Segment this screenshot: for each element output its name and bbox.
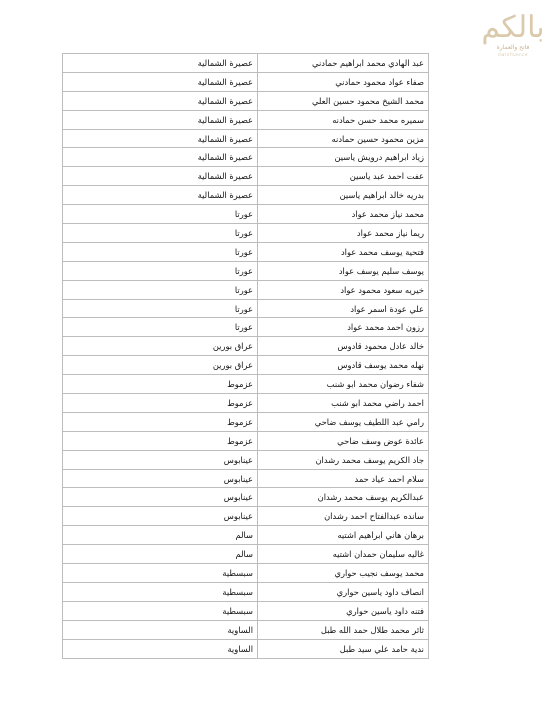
person-name-cell: ندية حامد علي سيد طبل [258,639,429,658]
person-name-cell: غاليه سليمان حمدان اشتيه [258,545,429,564]
person-name-cell: بدريه خالد ابراهيم ياسين [258,186,429,205]
table-row [63,375,429,394]
town-cell: عورتا [63,205,258,224]
table-row [63,564,429,583]
town-cell: عصيرة الشمالية [63,54,258,73]
table-row [63,639,429,658]
table-row [63,280,429,299]
names-table-body [63,54,429,659]
town-cell: عينابوس [63,450,258,469]
logo-mark: بالكم [481,10,545,45]
person-name-cell: صفاء عواد محمود حمادني [258,72,429,91]
table-row [63,91,429,110]
town-cell: سبسطية [63,601,258,620]
town-cell: عينابوس [63,469,258,488]
town-cell: سالم [63,526,258,545]
table-row [63,318,429,337]
person-name-cell: سلام احمد عياد حمد [258,469,429,488]
town-cell: عصيرة الشمالية [63,72,258,91]
logo-tagline: فاتح والعمارة [496,44,530,51]
table-row [63,526,429,545]
person-name-cell: رزون احمد محمد عواد [258,318,429,337]
town-cell: عزموط [63,431,258,450]
person-name-cell: محمد الشيخ محمود حسين العلي [258,91,429,110]
town-cell: عورتا [63,299,258,318]
person-name-cell: عبدالكريم يوسف محمد رشدان [258,488,429,507]
table-row [63,148,429,167]
town-cell: عورتا [63,224,258,243]
town-cell: عصيرة الشمالية [63,91,258,110]
person-name-cell: رامي عبد اللطيف يوسف ضاحي [258,412,429,431]
table-row [63,488,429,507]
person-name-cell: خالد عادل محمود قادوس [258,337,429,356]
table-row [63,601,429,620]
person-name-cell: ريما نياز محمد عواد [258,224,429,243]
table-row [63,337,429,356]
town-cell: عصيرة الشمالية [63,129,258,148]
table-row [63,299,429,318]
town-cell: عينابوس [63,488,258,507]
table-row [63,186,429,205]
person-name-cell: احمد راضي محمد ابو شنب [258,394,429,413]
town-cell: الساوية [63,639,258,658]
person-name-cell: نهله محمد يوسف قادوس [258,356,429,375]
table-row [63,582,429,601]
table-row [63,54,429,73]
town-cell: عصيرة الشمالية [63,148,258,167]
person-name-cell: مزين محمود حسين حمادنه [258,129,429,148]
person-name-cell: محمد يوسف نجيب حواري [258,564,429,583]
person-name-cell: ثائر محمد طلال حمد الله طبل [258,620,429,639]
person-name-cell: سانده عبدالفتاح احمد رشدان [258,507,429,526]
names-table [62,53,429,659]
town-cell: عورتا [63,261,258,280]
town-cell: سالم [63,545,258,564]
town-cell: عورتا [63,318,258,337]
publisher-logo [478,12,548,58]
town-cell: عصيرة الشمالية [63,186,258,205]
town-cell: عزموط [63,412,258,431]
table-row [63,129,429,148]
table-row [63,507,429,526]
town-cell: سبسطية [63,582,258,601]
person-name-cell: محمد نياز محمد عواد [258,205,429,224]
person-name-cell: علي عودة اسمر عواد [258,299,429,318]
town-cell: عزموط [63,375,258,394]
town-cell: عينابوس [63,507,258,526]
town-cell: عورتا [63,242,258,261]
table-row [63,620,429,639]
town-cell: عزموط [63,394,258,413]
table-row [63,431,429,450]
town-cell: عراق بورين [63,337,258,356]
town-cell: عصيرة الشمالية [63,110,258,129]
person-name-cell: برهان هاني ابراهيم اشتيه [258,526,429,545]
town-cell: عورتا [63,280,258,299]
person-name-cell: فتحية يوسف محمد عواد [258,242,429,261]
person-name-cell: يوسف سليم يوسف عواد [258,261,429,280]
logo-subtag: dwinfluence [498,52,528,57]
table-row [63,110,429,129]
table-row [63,545,429,564]
table-row [63,356,429,375]
person-name-cell: سميره محمد حسن حمادنه [258,110,429,129]
town-cell: عصيرة الشمالية [63,167,258,186]
table-row [63,167,429,186]
person-name-cell: عفت احمد عبد ياسين [258,167,429,186]
person-name-cell: جاد الكريم يوسف محمد رشدان [258,450,429,469]
table-row [63,469,429,488]
person-name-cell: فتنه داود ياسين حواري [258,601,429,620]
table-row [63,224,429,243]
person-name-cell: شفاء رضوان محمد ابو شنب [258,375,429,394]
town-cell: عراق بورين [63,356,258,375]
table-row [63,205,429,224]
person-name-cell: خيريه سعود محمود عواد [258,280,429,299]
person-name-cell: عبد الهادي محمد ابراهيم حمادني [258,54,429,73]
person-name-cell: انصاف داود ياسين حواري [258,582,429,601]
table-row [63,450,429,469]
town-cell: الساوية [63,620,258,639]
table-row [63,242,429,261]
town-cell: سبسطية [63,564,258,583]
table-row [63,412,429,431]
table-row [63,72,429,91]
table-row [63,394,429,413]
person-name-cell: عائدة عوض وسف ضاحي [258,431,429,450]
table-row [63,261,429,280]
person-name-cell: زياد ابراهيم درويش ياسين [258,148,429,167]
